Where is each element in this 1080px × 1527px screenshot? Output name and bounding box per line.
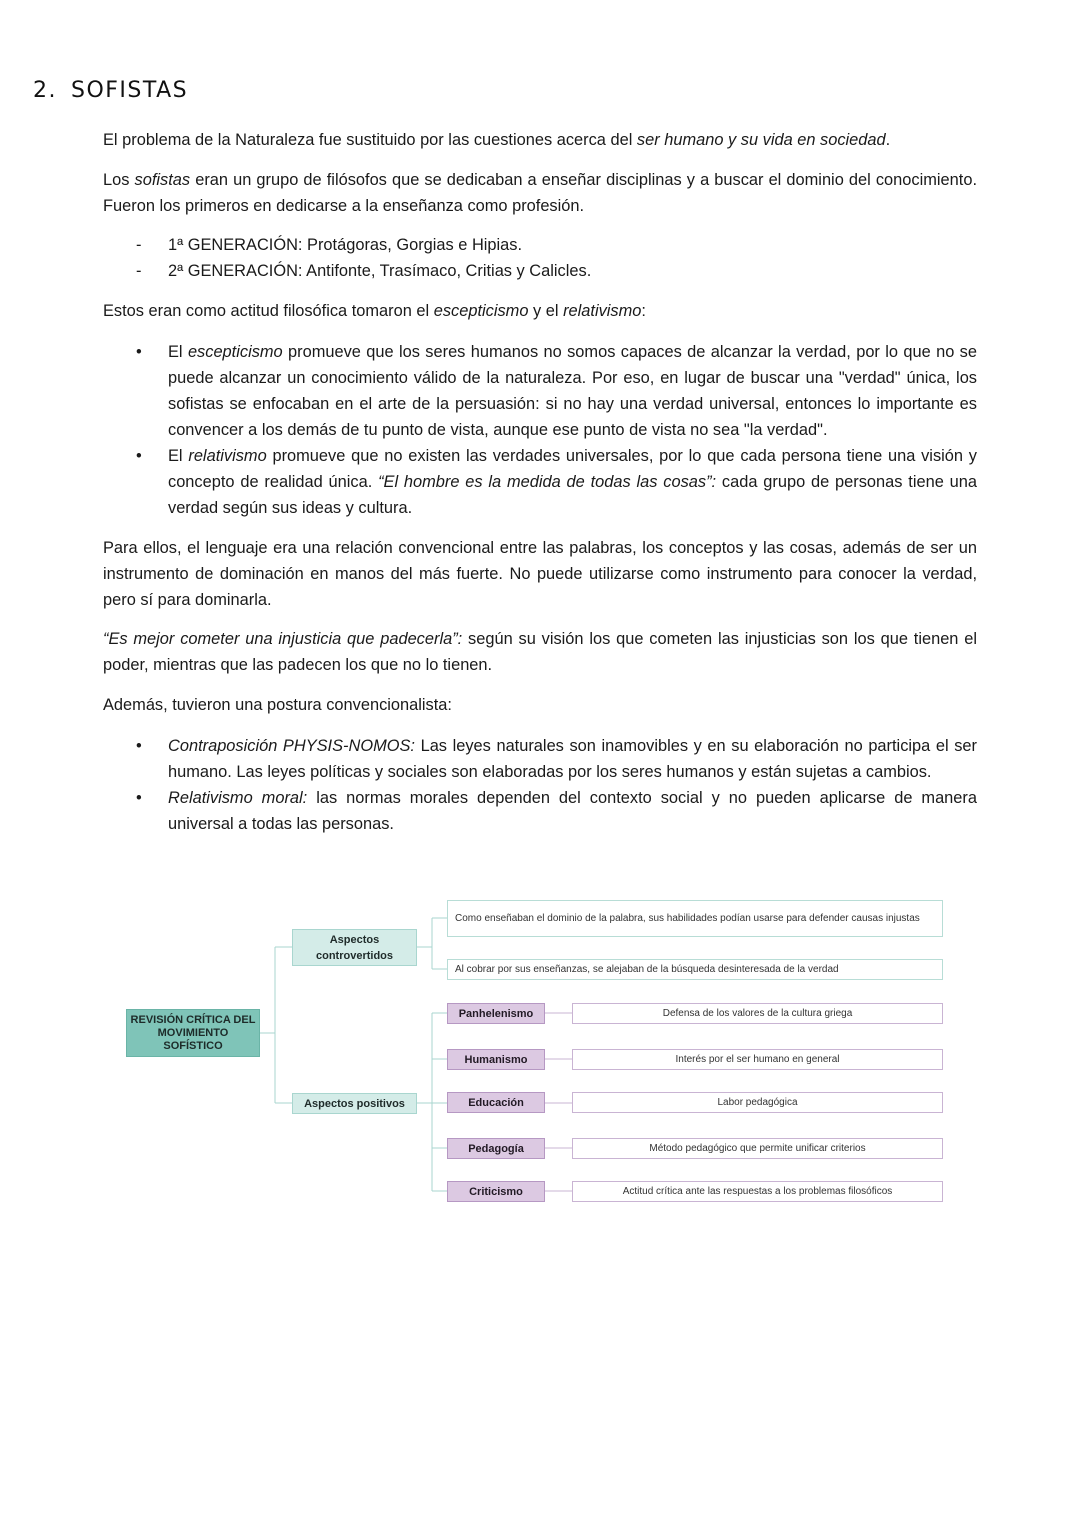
- text: promueve que no existen las verdades universales, por lo que cada persona tiene una visión y concepto de realidad única.: [168, 447, 977, 491]
- paragraph-postura: Además, tuvieron una postura convencionalista:: [103, 696, 452, 714]
- text: Los: [103, 171, 135, 189]
- emphasis: “Es mejor cometer una injusticia que padecerla”:: [103, 630, 463, 648]
- text: El problema de la Naturaleza fue sustituido por las cuestiones acerca del: [103, 131, 637, 149]
- section-heading: [33, 78, 188, 103]
- category-description: Interés por el ser humano en general: [572, 1049, 943, 1070]
- category-node: Humanismo: [447, 1049, 545, 1070]
- emphasis: escepticismo: [187, 343, 283, 361]
- node-positive: Aspectos positivos: [292, 1093, 417, 1114]
- text: eran un grupo de filósofos que se dedicaban a enseñar disciplinas y a buscar el dominio del conocimiento. Fueron los primeros en dedicarse a la enseñanza como profesión.: [103, 171, 977, 215]
- category-node: Pedagogía: [447, 1138, 545, 1159]
- paragraph-intro: [103, 127, 977, 153]
- emphasis: ser humano y su vida en sociedad: [636, 131, 886, 149]
- emphasis: Relativismo moral:: [168, 789, 308, 807]
- category-node: Educación: [447, 1092, 545, 1113]
- emphasis: relativismo: [188, 447, 267, 465]
- category-description: Defensa de los valores de la cultura griega: [572, 1003, 943, 1024]
- bullet-marker: •: [136, 447, 142, 465]
- bullet-marker: •: [136, 737, 142, 755]
- section-title: SOFISTAS: [71, 78, 189, 103]
- text: las normas morales dependen del contexto social y no pueden aplicarse de manera universal a todas las personas.: [168, 789, 977, 833]
- controversial-item: Al cobrar por sus enseñanzas, se alejaban de la búsqueda desinteresada de la verdad: [447, 959, 943, 980]
- emphasis: relativismo: [563, 302, 642, 320]
- text: .: [885, 131, 891, 149]
- paragraph-lenguaje: Para ellos, el lenguaje era una relación convencional entre las palabras, los conceptos y las cosas, además de ser un instrumento de dominación en manos del más fuerte. No puede utilizarse como instrumento para conocer la verdad, pero sí para dominarla.: [103, 539, 977, 609]
- conventionalism-list: [103, 733, 977, 837]
- text: El: [168, 447, 189, 465]
- category-description: Labor pedagógica: [572, 1092, 943, 1113]
- emphasis: “El hombre es la medida de todas las cosas”:: [378, 473, 717, 491]
- bullet-marker: •: [136, 343, 142, 361]
- list-item: [103, 733, 977, 785]
- attitudes-list: [103, 339, 977, 521]
- dash-marker: -: [136, 262, 142, 280]
- dash-marker: -: [136, 236, 142, 254]
- node-controversial: Aspectos controvertidos: [292, 929, 417, 966]
- text: El: [168, 343, 188, 361]
- text: Estos eran como actitud filosófica tomaron el: [103, 302, 434, 320]
- root-node: REVISIÓN CRÍTICA DEL MOVIMIENTO SOFÍSTICO: [126, 1009, 260, 1057]
- text: :: [641, 302, 646, 320]
- emphasis: Contraposición PHYSIS-NOMOS:: [168, 737, 415, 755]
- list-item: [103, 339, 977, 443]
- list-item: [103, 785, 977, 837]
- paragraph-injusticia: [103, 626, 977, 678]
- text: Las leyes naturales son inamovibles y en su elaboración no participa el ser humano. Las leyes políticas y sociales son elaboradas por los seres humanos y están sujetas a cambios.: [168, 737, 977, 781]
- text: según su visión los que cometen las injusticias son los que tienen el poder, mientras que las padecen los que no lo tienen.: [103, 630, 977, 674]
- bullet-marker: •: [136, 789, 142, 807]
- text: 2ª GENERACIÓN: Antifonte, Trasímaco, Critias y Calicles.: [168, 262, 592, 280]
- text: promueve que los seres humanos no somos capaces de alcanzar la verdad, por lo que no se puede alcanzar un conocimiento válido de la naturaleza. Por eso, en lugar de buscar una "verdad" única, los sofistas se enfocaban en el arte de la persuasión: si no hay una verdad universal, entonces lo importante es convencer a los demás de tu punto de vista, aunque ese punto de vista no sea "la verdad".: [168, 343, 977, 439]
- generations-list: [103, 232, 977, 284]
- emphasis: escepticismo: [433, 302, 529, 320]
- text: 1ª GENERACIÓN: Protágoras, Gorgias e Hipias.: [168, 236, 523, 254]
- paragraph-sofistas: [103, 167, 977, 219]
- category-description: Actitud crítica ante las respuestas a los problemas filosóficos: [572, 1181, 943, 1202]
- controversial-item: Como enseñaban el dominio de la palabra, sus habilidades podían usarse para defender causas injustas: [447, 900, 943, 937]
- category-node: Panhelenismo: [447, 1003, 545, 1024]
- category-description: Método pedagógico que permite unificar criterios: [572, 1138, 943, 1159]
- text: cada grupo de personas tiene una verdad según sus ideas y cultura.: [168, 473, 977, 517]
- list-item: [103, 232, 977, 258]
- emphasis: sofistas: [134, 171, 191, 189]
- text: y el: [528, 302, 564, 320]
- list-item: [103, 258, 977, 284]
- list-item: [103, 443, 977, 521]
- category-node: Criticismo: [447, 1181, 545, 1202]
- section-number: 2.: [33, 78, 57, 103]
- paragraph-actitud: [103, 298, 977, 324]
